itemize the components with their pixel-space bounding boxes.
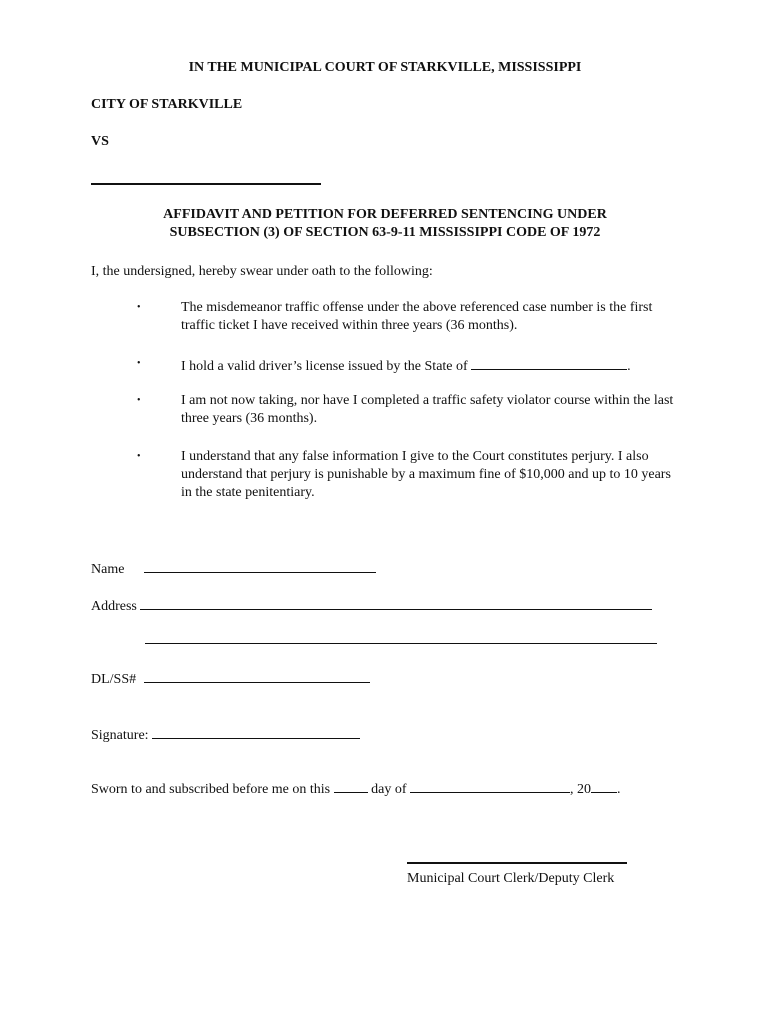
bullet-icon: • bbox=[137, 358, 141, 369]
bullet-icon: • bbox=[137, 395, 141, 406]
name-label: Name bbox=[91, 562, 125, 577]
name-row bbox=[91, 558, 376, 579]
bullet-icon: • bbox=[137, 302, 141, 313]
intro-statement: I, the undersigned, hereby swear under oath to the following: bbox=[91, 264, 433, 279]
sworn-text-4: . bbox=[617, 782, 621, 797]
statement-drivers-license bbox=[181, 355, 681, 376]
statement-perjury: I understand that any false information I give to the Court constitutes perjury. I also understand that perjury is punishable by a maximum fine of $10,000 and up to 10 years in the state penitentiary. bbox=[181, 449, 671, 500]
signature-field[interactable] bbox=[152, 724, 360, 739]
address-field-line-2[interactable] bbox=[145, 643, 657, 644]
sworn-text-3: , 20 bbox=[570, 782, 592, 797]
title-line-1: AFFIDAVIT AND PETITION FOR DEFERRED SENTENCING UNDER bbox=[163, 207, 607, 222]
license-statement-text: I hold a valid driver’s license issued by the State of bbox=[181, 359, 468, 374]
sworn-row bbox=[91, 778, 621, 799]
dl-ss-field[interactable] bbox=[144, 668, 370, 683]
address-field-line-1[interactable] bbox=[140, 595, 652, 610]
sworn-text-2: day of bbox=[371, 782, 407, 797]
title-line-2: SUBSECTION (3) OF SECTION 63-9-11 MISSISSIPPI CODE OF 1972 bbox=[169, 225, 601, 240]
sworn-text-1: Sworn to and subscribed before me on this bbox=[91, 782, 331, 797]
license-state-field[interactable] bbox=[471, 355, 627, 370]
court-heading: IN THE MUNICIPAL COURT OF STARKVILLE, MISSISSIPPI bbox=[188, 60, 582, 75]
sworn-month-field[interactable] bbox=[410, 778, 570, 793]
statement-first-ticket: The misdemeanor traffic offense under the above referenced case number is the first traffic ticket I have received within three years (36 months). bbox=[181, 300, 653, 333]
versus-label: VS bbox=[91, 134, 109, 149]
dl-ss-label: DL/SS# bbox=[91, 672, 137, 687]
address-row bbox=[91, 595, 652, 616]
document-title bbox=[0, 206, 770, 242]
clerk-signature-line[interactable] bbox=[407, 862, 627, 864]
statement-safety-course: I am not now taking, nor have I completed a traffic safety violator course within the last three years (36 months). bbox=[181, 393, 674, 426]
sworn-year-field[interactable] bbox=[591, 778, 617, 793]
name-field[interactable] bbox=[144, 558, 376, 573]
plaintiff-name: CITY OF STARKVILLE bbox=[91, 97, 243, 112]
sworn-day-field[interactable] bbox=[334, 778, 368, 793]
dl-ss-row bbox=[91, 668, 370, 689]
signature-row bbox=[91, 724, 360, 745]
signature-label: Signature: bbox=[91, 728, 149, 743]
bullet-icon: • bbox=[137, 451, 141, 462]
clerk-label: Municipal Court Clerk/Deputy Clerk bbox=[407, 871, 615, 886]
defendant-name-line[interactable] bbox=[91, 183, 321, 185]
address-label: Address bbox=[91, 599, 137, 614]
period: . bbox=[627, 359, 631, 374]
